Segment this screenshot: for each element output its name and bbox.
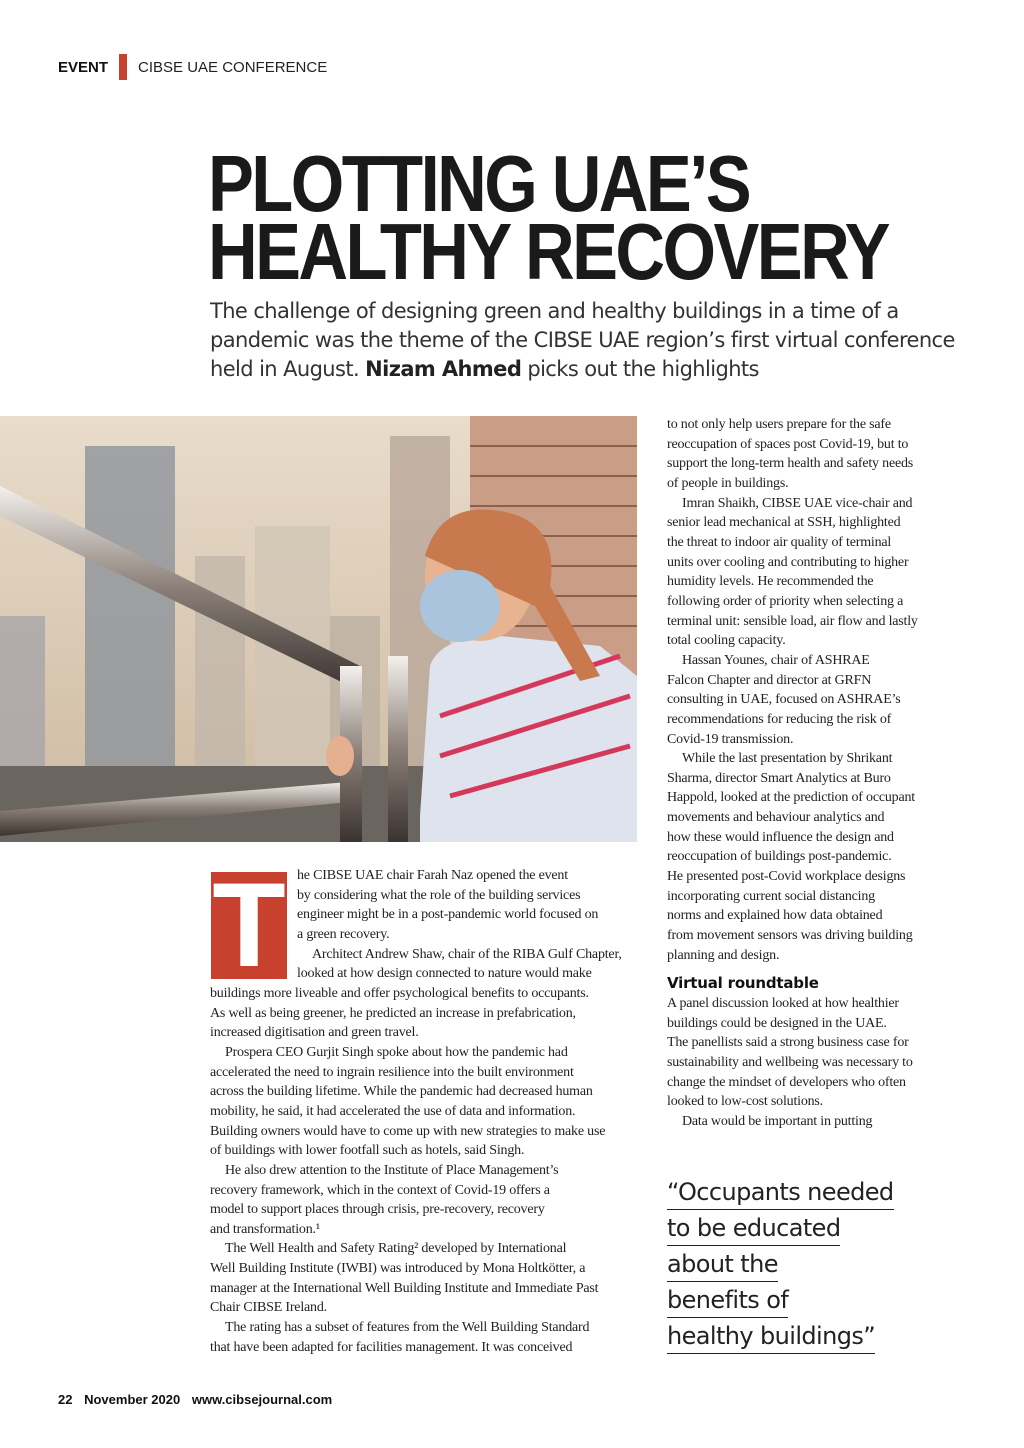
- text-line: reoccupation of buildings post-pandemic.: [667, 849, 892, 865]
- text-line: planning and design.: [667, 947, 780, 963]
- text-line: Building owners would have to come up with new strategies to make use: [210, 1123, 606, 1139]
- text-line: total cooling capacity.: [667, 633, 786, 649]
- text-line: that have been adapted for facilities management. It was conceived: [210, 1339, 573, 1355]
- text-line: Chair CIBSE Ireland.: [210, 1300, 327, 1316]
- section-label: EVENT: [58, 58, 109, 76]
- text-line: support the long-term health and safety needs: [667, 456, 914, 472]
- headline-line: HEALTHY RECOVERY: [208, 207, 888, 296]
- text-line: buildings could be designed in the UAE.: [667, 1015, 887, 1031]
- drop-cap: T: [212, 858, 286, 992]
- text-line: Well Building Institute (IWBI) was introduced by Mona Holtkötter, a: [210, 1261, 586, 1277]
- right-column-body: [667, 994, 942, 1132]
- page-number: 22: [58, 1392, 73, 1407]
- text-line: The rating has a subset of features from the Well Building Standard: [225, 1320, 590, 1336]
- text-line: Imran Shaikh, CIBSE UAE vice-chair and: [682, 495, 913, 511]
- headline-line: PLOTTING UAE’S: [208, 139, 750, 228]
- text-line: buildings more liveable and offer psychological benefits to occupants.: [210, 985, 589, 1001]
- text-line: by considering what the role of the building services: [297, 887, 581, 903]
- text-line: Prospera CEO Gurjit Singh spoke about how the pandemic had: [225, 1044, 568, 1060]
- text-line: senior lead mechanical at SSH, highlighted: [667, 515, 901, 531]
- text-line: Covid-19 transmission.: [667, 731, 794, 747]
- text-line: manager at the International Well Building Institute and Immediate Past: [210, 1280, 599, 1296]
- text-line: looked to low-cost solutions.: [667, 1094, 823, 1110]
- text-line: He presented post-Covid workplace designs: [667, 869, 906, 885]
- text-line: engineer might be in a post-pandemic world focused on: [297, 907, 599, 923]
- text-line: As well as being greener, he predicted an increase in prefabrication,: [210, 1005, 576, 1021]
- pull-quote-line: healthy buildings”: [667, 1320, 875, 1354]
- text-line: the threat to indoor air quality of terminal: [667, 534, 892, 550]
- text-line: increased digitisation and green travel.: [210, 1025, 419, 1041]
- pull-quote-line: to be educated: [667, 1212, 840, 1246]
- text-line: of buildings with lower footfall such as hotels, said Singh.: [210, 1143, 525, 1159]
- text-line: Architect Andrew Shaw, chair of the RIBA Gulf Chapter,: [312, 946, 622, 962]
- text-line: incorporating current social distancing: [667, 888, 875, 904]
- section-header: [58, 56, 327, 78]
- headline: [208, 139, 888, 296]
- text-line: how these would influence the design and: [667, 829, 894, 845]
- text-line: movements and behaviour analytics and: [667, 810, 885, 826]
- text-line: accelerated the need to ingrain resilience into the built environment: [210, 1064, 574, 1080]
- text-line: from movement sensors was driving building: [667, 928, 913, 944]
- standfirst-line: pandemic was the theme of the CIBSE UAE region’s first virtual conference: [210, 328, 955, 352]
- pull-quote-line: “Occupants needed: [667, 1176, 894, 1210]
- issue-date: November 2020: [84, 1392, 181, 1407]
- pull-quote-line: about the: [667, 1248, 778, 1282]
- pull-quote: [667, 1176, 894, 1356]
- text-line: terminal unit: sensible load, air flow and lastly: [667, 613, 918, 629]
- standfirst-line: [210, 355, 970, 384]
- text-line: Happold, looked at the prediction of occupant: [667, 790, 915, 806]
- text-line: reoccupation of spaces post Covid-19, but to: [667, 436, 909, 452]
- text-line: consulting in UAE, focused on ASHRAE’s: [667, 692, 901, 708]
- text-line: a green recovery.: [297, 926, 390, 942]
- text-line: mobility, he said, it had accelerated the use of data and information.: [210, 1103, 576, 1119]
- text-line: following order of priority when selecting a: [667, 593, 904, 609]
- section-divider: [119, 54, 127, 80]
- text-line: he CIBSE UAE chair Farah Naz opened the event: [297, 868, 568, 883]
- footer: [58, 1392, 340, 1407]
- author-name: Nizam Ahmed: [365, 357, 522, 381]
- text-line: A panel discussion looked at how healthier: [667, 996, 899, 1012]
- website-link: www.cibsejournal.com: [191, 1392, 333, 1407]
- standfirst-text: picks out the highlights: [521, 357, 759, 381]
- text-line: change the mindset of developers who often: [667, 1074, 906, 1090]
- text-line: looked at how design connected to nature would make: [297, 966, 592, 982]
- text-line: recommendations for reducing the risk of: [667, 711, 892, 727]
- text-line: Data would be important in putting: [682, 1113, 873, 1129]
- text-line: Sharma, director Smart Analytics at Buro: [667, 770, 891, 786]
- text-line: and transformation.¹: [210, 1221, 320, 1237]
- text-line: across the building lifetime. While the pandemic had decreased human: [210, 1084, 593, 1100]
- text-line: humidity levels. He recommended the: [667, 574, 874, 590]
- text-line: norms and explained how data obtained: [667, 908, 883, 924]
- text-line: recovery framework, which in the context of Covid-19 offers a: [210, 1182, 550, 1198]
- text-line: Hassan Younes, chair of ASHRAE: [682, 652, 870, 668]
- subsection-label: CIBSE UAE CONFERENCE: [138, 58, 328, 76]
- standfirst-text: held in August.: [210, 357, 366, 381]
- right-column: [667, 415, 942, 1132]
- text-line: While the last presentation by Shrikant: [682, 751, 893, 767]
- subheading: Virtual roundtable: [667, 974, 819, 993]
- text-line: of people in buildings.: [667, 475, 789, 491]
- text-line: model to support places through crisis, pre-recovery, recovery: [210, 1202, 545, 1218]
- text-line: The panellists said a strong business case for: [667, 1035, 909, 1051]
- pull-quote-line: benefits of: [667, 1284, 788, 1318]
- standfirst: [210, 297, 970, 384]
- text-line: to not only help users prepare for the safe: [667, 417, 891, 432]
- right-column-body: [667, 415, 942, 965]
- text-line: He also drew attention to the Institute of Place Management’s: [225, 1162, 559, 1178]
- text-line: sustainability and wellbeing was necessary to: [667, 1055, 913, 1070]
- left-column: [210, 858, 640, 1357]
- text-line: units over cooling and contributing to higher: [667, 554, 909, 570]
- standfirst-line: The challenge of designing green and healthy buildings in a time of a: [210, 299, 899, 323]
- article-photo: [0, 416, 637, 842]
- text-line: The Well Health and Safety Rating² developed by International: [225, 1241, 567, 1257]
- text-line: Falcon Chapter and director at GRFN: [667, 672, 872, 688]
